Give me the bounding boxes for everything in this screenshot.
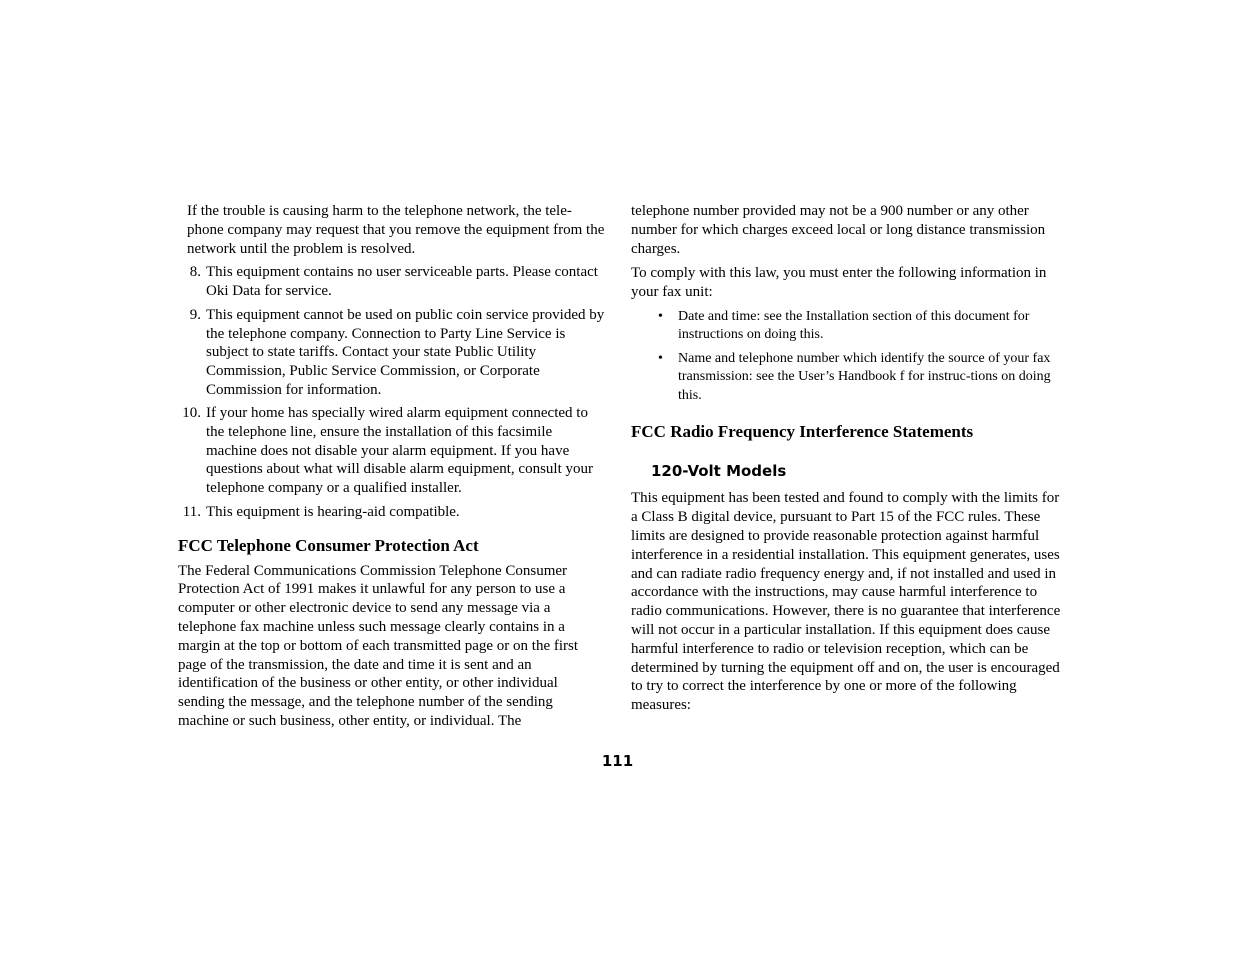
comply-paragraph: To comply with this law, you must enter the following information in your fax unit: (631, 265, 1047, 301)
right-column (631, 202, 1061, 715)
subheading-120-volt: 120-Volt Models (651, 462, 787, 481)
list-item-number: 11. (182, 503, 201, 520)
left-column (178, 202, 606, 731)
section-heading-rfi: FCC Radio Frequency Interference Statements (631, 422, 974, 442)
intro-paragraph: If the trouble is causing harm to the telephone network, the tele-phone company may request that you remove the equipment from the network until the problem is resolved. (187, 203, 605, 257)
bullet-item-text: Name and telephone number which identify the source of your fax transmission: see the User’s Handbook f for instruc-tions on doing this. (678, 350, 1051, 403)
list-item-text: This equipment contains no user serviceable parts. Please contact Oki Data for service. (206, 264, 598, 300)
list-item (178, 404, 606, 498)
list-item-text: If your home has specially wired alarm equipment connected to the telephone line, ensure the installation of this facsimile machine does not disable your alarm equipment. If you have questions about what will disable alarm equipment, consult your telephone company or a qualified installer. (206, 405, 594, 497)
bullet-icon: • (658, 350, 663, 366)
list-item-number: 8. (189, 264, 201, 281)
bullet-item (658, 350, 1061, 406)
bullet-item (658, 308, 1061, 345)
bullet-icon: • (658, 308, 663, 324)
continuation-paragraph: telephone number provided may not be a 900 number or any other number for which charges exceed local or long distance transmission charges. (631, 203, 1046, 257)
list-item-number: 10. (182, 405, 201, 422)
list-item-number: 9. (189, 306, 201, 323)
list-item (178, 306, 606, 400)
list-item (178, 263, 606, 300)
tcpa-body-paragraph: The Federal Communications Commission Telephone Consumer Protection Act of 1991 makes it unlawful for any person to use a computer or other electronic device to send any message via a telephone fax machine unless such message clearly contains in a margin at the top or bottom of each transmitted page or on the first page of the transmission, the date and time it is sent and an identification of the business or other entity, or other individual sending the message, and the telephone number of the sending machine or such business, other entity, or individual. The (178, 562, 579, 729)
list-item (178, 503, 606, 522)
rfi-body-paragraph: This equipment has been tested and found to comply with the limits for a Class B digital device, pursuant to Part 15 of the FCC rules. These limits are designed to provide reasonable protection against harmful interference in a residential installation. This equipment generates, uses and can radiate radio frequency energy and, if not installed and used in accordance with the instructions, may cause harmful interference to radio communications. However, there is no guarantee that interference will not occur in a particular installation. If this equipment does cause harmful interference to radio or television reception, which can be determined by turning the equipment off and on, the user is encouraged to try to correct the interference by one or more of the following measures: (631, 490, 1061, 714)
bullet-item-text: Date and time: see the Installation section of this document for instructions on doing this. (678, 308, 1030, 343)
list-item-text: This equipment is hearing-aid compatible. (206, 503, 460, 520)
section-heading-tcpa: FCC Telephone Consumer Protection Act (178, 535, 479, 555)
numbered-list (178, 263, 606, 521)
page-number: 111 (601, 752, 634, 770)
bullet-list (658, 308, 1061, 406)
list-item-text: This equipment cannot be used on public coin service provided by the telephone company. Connection to Party Line Service is subject to state tariffs. Contact your state Public Utility Commission, Public Service Commission, or Corporate Commission for information. (206, 306, 605, 398)
